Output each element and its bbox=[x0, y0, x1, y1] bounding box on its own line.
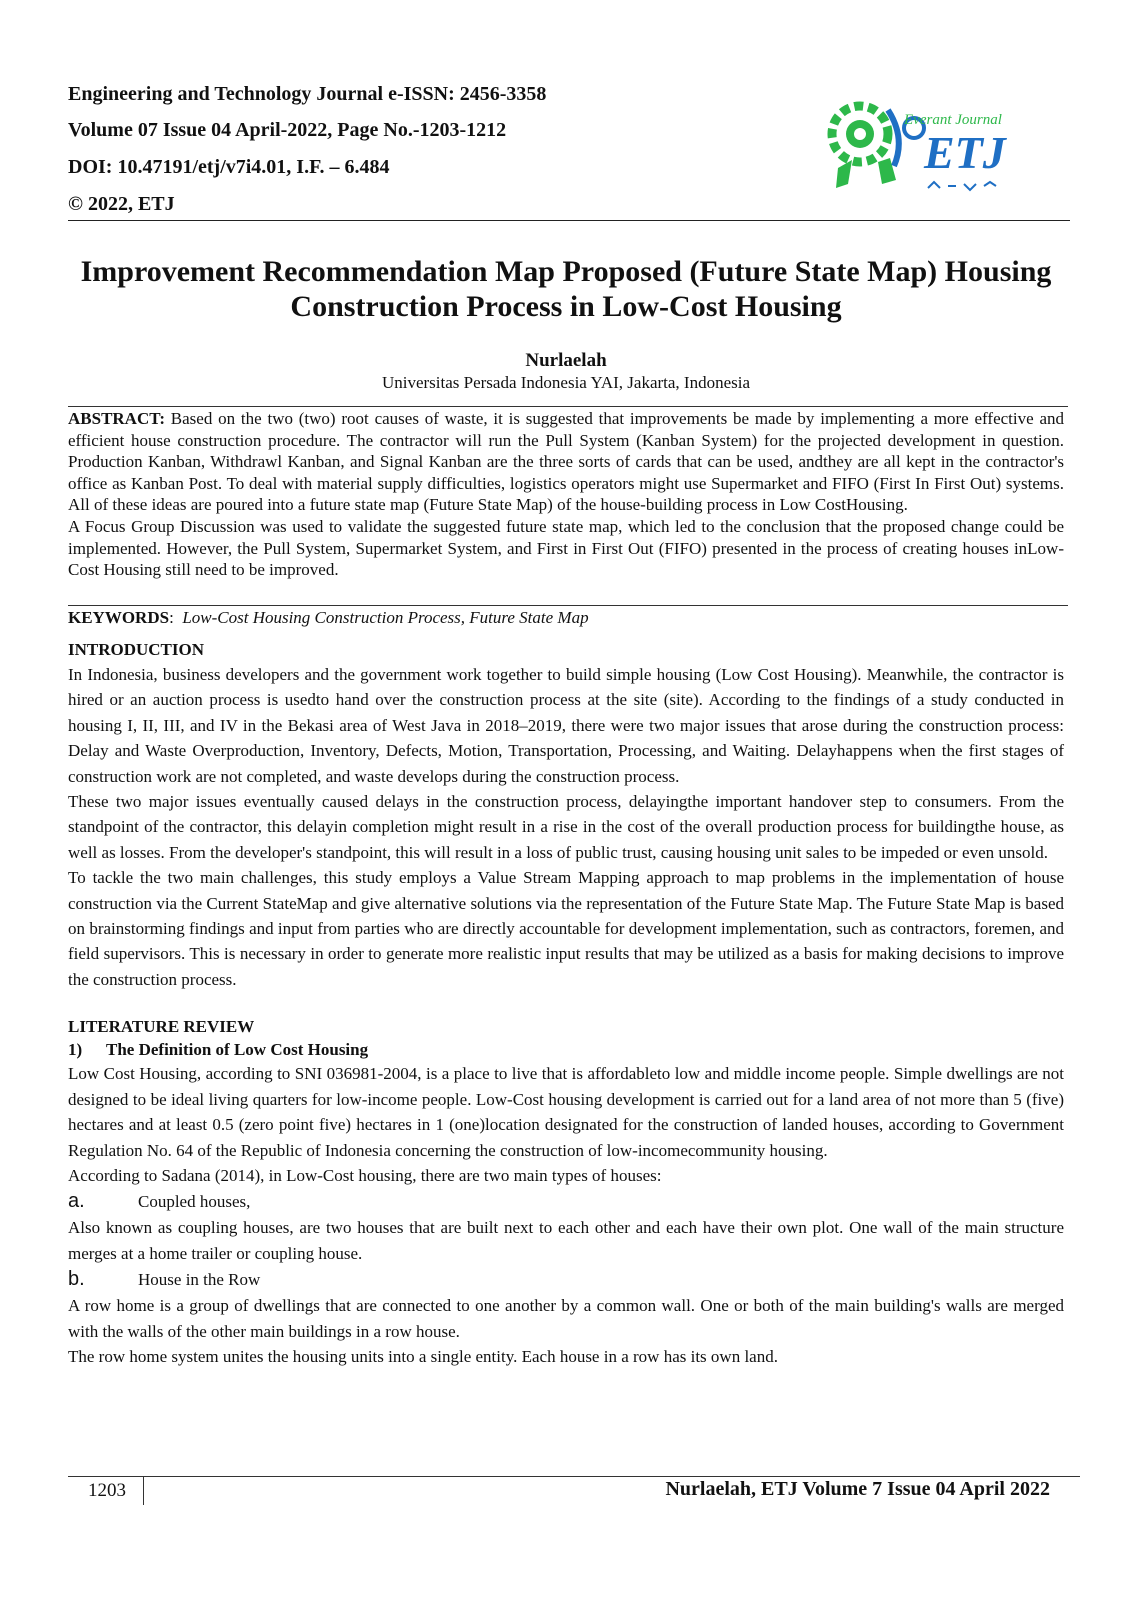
author-affiliation: Universitas Persada Indonesia YAI, Jakarta, Indonesia bbox=[381, 373, 751, 392]
journal-name: Engineering and Technology Journal e-ISSN: 2456-3358 bbox=[68, 83, 547, 105]
literature-paragraph-1: Low Cost Housing, according to SNI 036981-2004, is a place to live that is affordableto low and middle income people. Simple dwellings are not designed to be ideal living quarters for low-income people. Low-Cost housing development is carried out for a land area of not more than 5 (five) hectares and at least 0.5 (zero point five) hectares in 1 (one)location designated for the construction of landed houses, according to Government Regulation No. 64 of the Republic of Indonesia concerning the construction of low-incomecommunity housing. bbox=[68, 1064, 1064, 1160]
logo-big-text: ETJ bbox=[924, 127, 1006, 178]
footer-citation: Nurlaelah, ETJ Volume 7 Issue 04 April 2022 bbox=[665, 1478, 1050, 1500]
footer-separator bbox=[143, 1477, 144, 1505]
header-divider bbox=[68, 220, 1070, 221]
copyright: © 2022, ETJ bbox=[68, 193, 175, 215]
body-text bbox=[68, 637, 1064, 1369]
list-text-a: Also known as coupling houses, are two houses that are built next to each other and each have their own plot. One wall of the main structure merges at a home trailer or coupling house. bbox=[68, 1218, 1064, 1263]
abstract-top-rule bbox=[68, 406, 1068, 407]
keywords-line: KEYWORDS: Low-Cost Housing Construction Process, Future State Map bbox=[68, 608, 589, 627]
intro-paragraph-1: In Indonesia, business developers and the government work together to build simple housing (Low Cost Housing). Meanwhile, the contractor is hired or an auction process is usedto hand over the construction process at the site (site). According to the findings of a study conducted in housing I, II, III, and IV in the Bekasi area of West Java in 2018–2019, there were two major issues that arose during the construction process: Delay and Waste Overproduction, Inventory, Defects, Motion, Transportation, Processing, and Waiting. Delayhappens when the first stages of construction work are not completed, and waste develops during the construction process. bbox=[68, 665, 1064, 786]
abstract-bottom-rule bbox=[68, 605, 1068, 606]
paper-title: Improvement Recommendation Map Proposed (Future State Map) Housing Construction Process in Low-Cost Housing bbox=[80, 255, 1052, 323]
abstract-label: ABSTRACT: bbox=[68, 409, 165, 428]
abstract-text-1: Based on the two (two) root causes of waste, it is suggested that improvements be made by implementing a more effective and efficient house construction procedure. The contractor will run the Pull System (Kanban System) for the projected development in question. Production Kanban, Withdrawl Kanban, and Signal Kanban are the three sorts of cards that can be used, andthey are all kept in the contractor's office as Kanban Post. To deal with material supply difficulties, logistics operators might use Supermarket and FIFO (First In First Out) systems. All of these ideas are poured into a future state map (Future State Map) of the house-building process in Low CostHousing. bbox=[68, 409, 1064, 515]
subsection-heading bbox=[68, 1039, 1064, 1061]
list-marker-b: b. bbox=[68, 1268, 85, 1291]
subsection-number: 1) bbox=[68, 1040, 83, 1060]
list-text-b: A row home is a group of dwellings that are connected to one another by a common wall. One or both of the main building's walls are merged with the walls of the other main buildings in a row house. bbox=[68, 1296, 1064, 1341]
list-label-a: Coupled houses, bbox=[138, 1192, 251, 1212]
logo-small-text: Everant Journal bbox=[904, 112, 1002, 128]
author-name: Nurlaelah bbox=[525, 350, 607, 371]
subsection-title: The Definition of Low Cost Housing bbox=[106, 1040, 369, 1060]
intro-paragraph-2: These two major issues eventually caused delays in the construction process, delayingthe important handover step to consumers. From the standpoint of the contractor, this delayin completion might result in a rise in the cost of the overall production process for buildingthe house, as well as losses. From the developer's standpoint, this will result in a loss of public trust, causing housing unit sales to be impeded or even unsold. bbox=[68, 792, 1064, 862]
footer-divider bbox=[68, 1476, 1080, 1477]
list-item-a bbox=[68, 1188, 1064, 1215]
list-item-b bbox=[68, 1266, 1064, 1293]
literature-paragraph-last: The row home system unites the housing units into a single entity. Each house in a row has its own land. bbox=[68, 1346, 778, 1366]
abstract-paragraph-1 bbox=[68, 408, 1064, 516]
volume-info: Volume 07 Issue 04 April-2022, Page No.-1203-1212 bbox=[68, 119, 507, 141]
literature-heading: LITERATURE REVIEW bbox=[68, 1017, 255, 1037]
list-label-b: House in the Row bbox=[138, 1270, 261, 1290]
intro-paragraph-3: To tackle the two main challenges, this study employs a Value Stream Mapping approach to map problems in the implementation of house construction via the Current StateMap and give alternative solutions via the representation of the Future State Map. The Future State Map is based on brainstorming findings and input from parties who are directly accountable for development implementation, such as contractors, foremen, and field supervisors. This is necessary in order to generate more realistic input results that may be utilized as a basis for making decisions to improve the construction process. bbox=[68, 868, 1064, 989]
gear-icon bbox=[832, 106, 896, 188]
abstract-section bbox=[68, 408, 1064, 581]
literature-paragraph-2: According to Sadana (2014), in Low-Cost housing, there are two main types of houses: bbox=[68, 1165, 662, 1185]
keywords-text: Low-Cost Housing Construction Process, Future State Map bbox=[182, 608, 589, 627]
etj-logo bbox=[818, 88, 1038, 200]
list-marker-a: a. bbox=[68, 1190, 85, 1213]
keywords-label: KEYWORDS bbox=[68, 608, 170, 627]
doi-info: DOI: 10.47191/etj/v7i4.01, I.F. – 6.484 bbox=[68, 156, 390, 178]
page-number: 1203 bbox=[88, 1480, 126, 1501]
abstract-paragraph-2: A Focus Group Discussion was used to validate the suggested future state map, which led to the conclusion that the proposed change could be implemented. However, the Pull System, Supermarket System, and First in First Out (FIFO) presented in the process of creating houses inLow-Cost Housing still need to be improved. bbox=[68, 516, 1064, 580]
introduction-heading: INTRODUCTION bbox=[68, 640, 205, 659]
